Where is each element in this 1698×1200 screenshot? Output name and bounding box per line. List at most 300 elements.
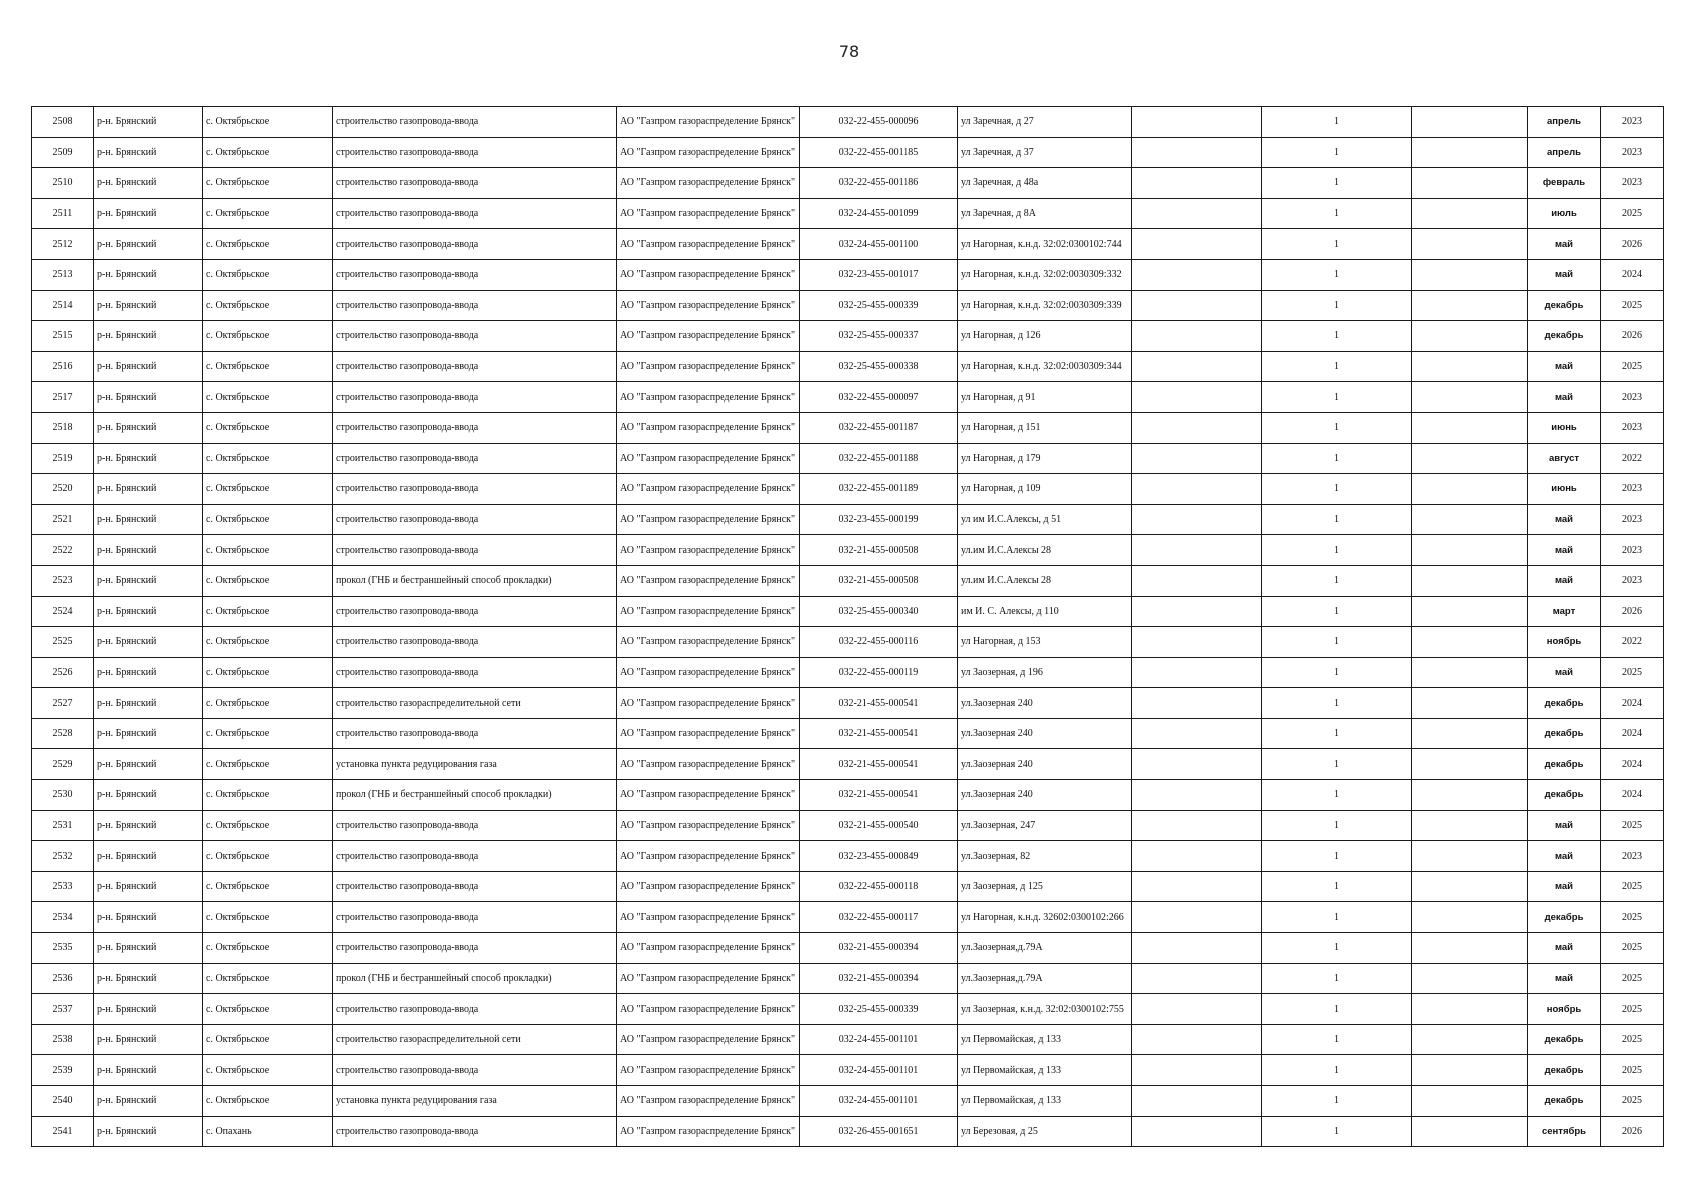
district-cell: р-н. Брянский (94, 688, 203, 719)
settlement-cell: с. Октябрьское (203, 1086, 333, 1117)
district-cell: р-н. Брянский (94, 841, 203, 872)
month-cell: февраль (1528, 168, 1601, 199)
empty-cell (1412, 535, 1528, 566)
empty-cell (1132, 412, 1262, 443)
quantity-cell: 1 (1262, 1116, 1412, 1147)
registry-code-cell: 032-24-455-001100 (800, 229, 958, 260)
row-number-cell: 2536 (32, 963, 94, 994)
table-row (32, 1086, 1664, 1117)
empty-cell (1132, 841, 1262, 872)
year-cell: 2025 (1601, 290, 1664, 321)
table-row (32, 627, 1664, 658)
address-cell: ул Нагорная, к.н.д. 32:02:0300102:744 (958, 229, 1132, 260)
quantity-cell: 1 (1262, 321, 1412, 352)
empty-cell (1412, 351, 1528, 382)
year-cell: 2024 (1601, 780, 1664, 811)
district-cell: р-н. Брянский (94, 1024, 203, 1055)
registry-code-cell: 032-23-455-000849 (800, 841, 958, 872)
month-cell: май (1528, 933, 1601, 964)
organization-cell: АО "Газпром газораспределение Брянск" (617, 810, 800, 841)
month-cell: май (1528, 657, 1601, 688)
year-cell: 2026 (1601, 229, 1664, 260)
settlement-cell: с. Октябрьское (203, 565, 333, 596)
work-type-cell: строительство газопровода-ввода (333, 902, 617, 933)
quantity-cell: 1 (1262, 963, 1412, 994)
work-type-cell: строительство газораспределительной сети (333, 1024, 617, 1055)
organization-cell: АО "Газпром газораспределение Брянск" (617, 596, 800, 627)
row-number-cell: 2529 (32, 749, 94, 780)
work-type-cell: строительство газопровода-ввода (333, 535, 617, 566)
work-type-cell: строительство газопровода-ввода (333, 718, 617, 749)
district-cell: р-н. Брянский (94, 994, 203, 1025)
district-cell: р-н. Брянский (94, 871, 203, 902)
quantity-cell: 1 (1262, 994, 1412, 1025)
empty-cell (1132, 780, 1262, 811)
district-cell: р-н. Брянский (94, 351, 203, 382)
work-type-cell: строительство газопровода-ввода (333, 198, 617, 229)
year-cell: 2024 (1601, 749, 1664, 780)
organization-cell: АО "Газпром газораспределение Брянск" (617, 474, 800, 505)
settlement-cell: с. Октябрьское (203, 841, 333, 872)
year-cell: 2025 (1601, 1086, 1664, 1117)
address-cell: ул Нагорная, д 109 (958, 474, 1132, 505)
quantity-cell: 1 (1262, 871, 1412, 902)
settlement-cell: с. Октябрьское (203, 107, 333, 138)
empty-cell (1412, 474, 1528, 505)
month-cell: май (1528, 565, 1601, 596)
year-cell: 2025 (1601, 810, 1664, 841)
month-cell: май (1528, 841, 1601, 872)
row-number-cell: 2521 (32, 504, 94, 535)
organization-cell: АО "Газпром газораспределение Брянск" (617, 168, 800, 199)
organization-cell: АО "Газпром газораспределение Брянск" (617, 565, 800, 596)
month-cell: май (1528, 504, 1601, 535)
settlement-cell: с. Октябрьское (203, 412, 333, 443)
row-number-cell: 2541 (32, 1116, 94, 1147)
work-type-cell: прокол (ГНБ и бестраншейный способ прокладки) (333, 963, 617, 994)
organization-cell: АО "Газпром газораспределение Брянск" (617, 504, 800, 535)
settlement-cell: с. Октябрьское (203, 688, 333, 719)
row-number-cell: 2517 (32, 382, 94, 413)
registry-code-cell: 032-25-455-000339 (800, 994, 958, 1025)
table-row (32, 657, 1664, 688)
row-number-cell: 2532 (32, 841, 94, 872)
quantity-cell: 1 (1262, 810, 1412, 841)
address-cell: ул.им И.С.Алексы 28 (958, 565, 1132, 596)
organization-cell: АО "Газпром газораспределение Брянск" (617, 718, 800, 749)
page-number: 78 (838, 42, 860, 61)
table-row (32, 168, 1664, 199)
organization-cell: АО "Газпром газораспределение Брянск" (617, 657, 800, 688)
row-number-cell: 2515 (32, 321, 94, 352)
registry-code-cell: 032-22-455-000118 (800, 871, 958, 902)
address-cell: ул Заозерная, к.н.д. 32:02:0300102:755 (958, 994, 1132, 1025)
quantity-cell: 1 (1262, 504, 1412, 535)
address-cell: ул Нагорная, к.н.д. 32602:0300102:266 (958, 902, 1132, 933)
address-cell: ул.Заозерная, 82 (958, 841, 1132, 872)
empty-cell (1132, 994, 1262, 1025)
row-number-cell: 2509 (32, 137, 94, 168)
empty-cell (1132, 137, 1262, 168)
empty-cell (1412, 994, 1528, 1025)
settlement-cell: с. Октябрьское (203, 168, 333, 199)
settlement-cell: с. Октябрьское (203, 504, 333, 535)
month-cell: август (1528, 443, 1601, 474)
year-cell: 2023 (1601, 535, 1664, 566)
month-cell: май (1528, 259, 1601, 290)
registry-code-cell: 032-21-455-000541 (800, 749, 958, 780)
work-type-cell: прокол (ГНБ и бестраншейный способ прокладки) (333, 565, 617, 596)
empty-cell (1412, 137, 1528, 168)
empty-cell (1132, 749, 1262, 780)
quantity-cell: 1 (1262, 137, 1412, 168)
quantity-cell: 1 (1262, 657, 1412, 688)
quantity-cell: 1 (1262, 168, 1412, 199)
quantity-cell: 1 (1262, 351, 1412, 382)
district-cell: р-н. Брянский (94, 535, 203, 566)
quantity-cell: 1 (1262, 627, 1412, 658)
empty-cell (1132, 321, 1262, 352)
settlement-cell: с. Октябрьское (203, 229, 333, 260)
empty-cell (1132, 474, 1262, 505)
table-row (32, 688, 1664, 719)
table-row (32, 137, 1664, 168)
settlement-cell: с. Октябрьское (203, 994, 333, 1025)
table-row (32, 474, 1664, 505)
registry-code-cell: 032-22-455-000117 (800, 902, 958, 933)
work-type-cell: строительство газопровода-ввода (333, 229, 617, 260)
registry-code-cell: 032-23-455-000199 (800, 504, 958, 535)
address-cell: ул Нагорная, д 151 (958, 412, 1132, 443)
registry-code-cell: 032-22-455-001189 (800, 474, 958, 505)
registry-code-cell: 032-21-455-000394 (800, 933, 958, 964)
settlement-cell: с. Октябрьское (203, 810, 333, 841)
settlement-cell: с. Октябрьское (203, 290, 333, 321)
district-cell: р-н. Брянский (94, 565, 203, 596)
registry-code-cell: 032-24-455-001099 (800, 198, 958, 229)
month-cell: декабрь (1528, 718, 1601, 749)
table-row (32, 229, 1664, 260)
empty-cell (1412, 107, 1528, 138)
empty-cell (1412, 565, 1528, 596)
district-cell: р-н. Брянский (94, 168, 203, 199)
settlement-cell: с. Октябрьское (203, 382, 333, 413)
gas-works-table (31, 106, 1664, 1147)
address-cell: ул Заречная, д 48а (958, 168, 1132, 199)
quantity-cell: 1 (1262, 596, 1412, 627)
district-cell: р-н. Брянский (94, 718, 203, 749)
registry-code-cell: 032-21-455-000508 (800, 565, 958, 596)
empty-cell (1412, 627, 1528, 658)
year-cell: 2023 (1601, 565, 1664, 596)
empty-cell (1132, 657, 1262, 688)
empty-cell (1412, 657, 1528, 688)
empty-cell (1132, 718, 1262, 749)
row-number-cell: 2527 (32, 688, 94, 719)
row-number-cell: 2523 (32, 565, 94, 596)
empty-cell (1132, 290, 1262, 321)
organization-cell: АО "Газпром газораспределение Брянск" (617, 1086, 800, 1117)
address-cell: ул Первомайская, д 133 (958, 1024, 1132, 1055)
empty-cell (1132, 443, 1262, 474)
settlement-cell: с. Октябрьское (203, 933, 333, 964)
district-cell: р-н. Брянский (94, 780, 203, 811)
row-number-cell: 2514 (32, 290, 94, 321)
row-number-cell: 2511 (32, 198, 94, 229)
row-number-cell: 2540 (32, 1086, 94, 1117)
empty-cell (1132, 596, 1262, 627)
organization-cell: АО "Газпром газораспределение Брянск" (617, 627, 800, 658)
quantity-cell: 1 (1262, 474, 1412, 505)
address-cell: ул.Заозерная 240 (958, 749, 1132, 780)
quantity-cell: 1 (1262, 290, 1412, 321)
row-number-cell: 2533 (32, 871, 94, 902)
district-cell: р-н. Брянский (94, 443, 203, 474)
year-cell: 2026 (1601, 596, 1664, 627)
settlement-cell: с. Октябрьское (203, 749, 333, 780)
work-type-cell: строительство газопровода-ввода (333, 657, 617, 688)
district-cell: р-н. Брянский (94, 1055, 203, 1086)
row-number-cell: 2522 (32, 535, 94, 566)
registry-code-cell: 032-22-455-000116 (800, 627, 958, 658)
organization-cell: АО "Газпром газораспределение Брянск" (617, 749, 800, 780)
work-type-cell: строительство газопровода-ввода (333, 443, 617, 474)
empty-cell (1412, 810, 1528, 841)
empty-cell (1412, 290, 1528, 321)
address-cell: ул Заречная, д 8А (958, 198, 1132, 229)
settlement-cell: с. Октябрьское (203, 198, 333, 229)
quantity-cell: 1 (1262, 107, 1412, 138)
year-cell: 2025 (1601, 963, 1664, 994)
settlement-cell: с. Октябрьское (203, 627, 333, 658)
organization-cell: АО "Газпром газораспределение Брянск" (617, 259, 800, 290)
settlement-cell: с. Октябрьское (203, 963, 333, 994)
address-cell: ул им И.С.Алексы, д 51 (958, 504, 1132, 535)
district-cell: р-н. Брянский (94, 504, 203, 535)
settlement-cell: с. Октябрьское (203, 1024, 333, 1055)
address-cell: ул Нагорная, д 126 (958, 321, 1132, 352)
address-cell: ул Нагорная, д 153 (958, 627, 1132, 658)
month-cell: декабрь (1528, 290, 1601, 321)
organization-cell: АО "Газпром газораспределение Брянск" (617, 1116, 800, 1147)
organization-cell: АО "Газпром газораспределение Брянск" (617, 1024, 800, 1055)
work-type-cell: установка пункта редуцирования газа (333, 749, 617, 780)
quantity-cell: 1 (1262, 229, 1412, 260)
year-cell: 2023 (1601, 504, 1664, 535)
empty-cell (1412, 321, 1528, 352)
empty-cell (1132, 565, 1262, 596)
empty-cell (1132, 351, 1262, 382)
work-type-cell: строительство газопровода-ввода (333, 474, 617, 505)
empty-cell (1132, 198, 1262, 229)
work-type-cell: строительство газопровода-ввода (333, 259, 617, 290)
district-cell: р-н. Брянский (94, 290, 203, 321)
month-cell: май (1528, 963, 1601, 994)
settlement-cell: с. Октябрьское (203, 657, 333, 688)
year-cell: 2024 (1601, 718, 1664, 749)
row-number-cell: 2513 (32, 259, 94, 290)
month-cell: март (1528, 596, 1601, 627)
empty-cell (1132, 1024, 1262, 1055)
table-body (32, 107, 1664, 1147)
empty-cell (1132, 1116, 1262, 1147)
empty-cell (1412, 596, 1528, 627)
month-cell: апрель (1528, 107, 1601, 138)
registry-code-cell: 032-21-455-000541 (800, 688, 958, 719)
empty-cell (1132, 1055, 1262, 1086)
address-cell: ул Первомайская, д 133 (958, 1055, 1132, 1086)
empty-cell (1132, 933, 1262, 964)
year-cell: 2022 (1601, 443, 1664, 474)
district-cell: р-н. Брянский (94, 657, 203, 688)
work-type-cell: строительство газопровода-ввода (333, 290, 617, 321)
month-cell: май (1528, 351, 1601, 382)
table-row (32, 994, 1664, 1025)
empty-cell (1132, 1086, 1262, 1117)
quantity-cell: 1 (1262, 749, 1412, 780)
empty-cell (1412, 198, 1528, 229)
district-cell: р-н. Брянский (94, 810, 203, 841)
registry-code-cell: 032-24-455-001101 (800, 1055, 958, 1086)
registry-code-cell: 032-24-455-001101 (800, 1086, 958, 1117)
year-cell: 2025 (1601, 902, 1664, 933)
address-cell: ул Заозерная, д 125 (958, 871, 1132, 902)
empty-cell (1412, 871, 1528, 902)
row-number-cell: 2525 (32, 627, 94, 658)
quantity-cell: 1 (1262, 198, 1412, 229)
registry-code-cell: 032-22-455-001188 (800, 443, 958, 474)
district-cell: р-н. Брянский (94, 259, 203, 290)
year-cell: 2025 (1601, 1024, 1664, 1055)
work-type-cell: строительство газопровода-ввода (333, 137, 617, 168)
year-cell: 2025 (1601, 657, 1664, 688)
empty-cell (1132, 168, 1262, 199)
table-row (32, 963, 1664, 994)
registry-code-cell: 032-21-455-000540 (800, 810, 958, 841)
empty-cell (1132, 902, 1262, 933)
registry-code-cell: 032-25-455-000338 (800, 351, 958, 382)
organization-cell: АО "Газпром газораспределение Брянск" (617, 229, 800, 260)
quantity-cell: 1 (1262, 780, 1412, 811)
month-cell: декабрь (1528, 688, 1601, 719)
year-cell: 2023 (1601, 168, 1664, 199)
quantity-cell: 1 (1262, 382, 1412, 413)
settlement-cell: с. Октябрьское (203, 718, 333, 749)
row-number-cell: 2510 (32, 168, 94, 199)
empty-cell (1132, 382, 1262, 413)
row-number-cell: 2524 (32, 596, 94, 627)
month-cell: апрель (1528, 137, 1601, 168)
empty-cell (1412, 749, 1528, 780)
quantity-cell: 1 (1262, 718, 1412, 749)
row-number-cell: 2537 (32, 994, 94, 1025)
year-cell: 2023 (1601, 137, 1664, 168)
organization-cell: АО "Газпром газораспределение Брянск" (617, 871, 800, 902)
organization-cell: АО "Газпром газораспределение Брянск" (617, 933, 800, 964)
registry-code-cell: 032-24-455-001101 (800, 1024, 958, 1055)
empty-cell (1412, 718, 1528, 749)
registry-code-cell: 032-22-455-000097 (800, 382, 958, 413)
year-cell: 2025 (1601, 871, 1664, 902)
address-cell: ул Заречная, д 37 (958, 137, 1132, 168)
empty-cell (1412, 1024, 1528, 1055)
address-cell: ул.Заозерная 240 (958, 718, 1132, 749)
row-number-cell: 2534 (32, 902, 94, 933)
row-number-cell: 2539 (32, 1055, 94, 1086)
registry-code-cell: 032-26-455-001651 (800, 1116, 958, 1147)
year-cell: 2025 (1601, 351, 1664, 382)
organization-cell: АО "Газпром газораспределение Брянск" (617, 198, 800, 229)
district-cell: р-н. Брянский (94, 902, 203, 933)
registry-code-cell: 032-22-455-001186 (800, 168, 958, 199)
table-row (32, 198, 1664, 229)
table-row (32, 107, 1664, 138)
row-number-cell: 2531 (32, 810, 94, 841)
address-cell: ул.им И.С.Алексы 28 (958, 535, 1132, 566)
table-row (32, 871, 1664, 902)
registry-code-cell: 032-22-455-001187 (800, 412, 958, 443)
table-row (32, 718, 1664, 749)
work-type-cell: строительство газопровода-ввода (333, 412, 617, 443)
organization-cell: АО "Газпром газораспределение Брянск" (617, 1055, 800, 1086)
work-type-cell: строительство газопровода-ввода (333, 627, 617, 658)
row-number-cell: 2518 (32, 412, 94, 443)
quantity-cell: 1 (1262, 933, 1412, 964)
address-cell: им И. С. Алексы, д 110 (958, 596, 1132, 627)
month-cell: декабрь (1528, 1024, 1601, 1055)
empty-cell (1412, 168, 1528, 199)
registry-code-cell: 032-21-455-000508 (800, 535, 958, 566)
address-cell: ул Березовая, д 25 (958, 1116, 1132, 1147)
organization-cell: АО "Газпром газораспределение Брянск" (617, 841, 800, 872)
year-cell: 2023 (1601, 474, 1664, 505)
work-type-cell: строительство газопровода-ввода (333, 810, 617, 841)
table-row (32, 1024, 1664, 1055)
month-cell: ноябрь (1528, 994, 1601, 1025)
row-number-cell: 2520 (32, 474, 94, 505)
registry-code-cell: 032-21-455-000394 (800, 963, 958, 994)
organization-cell: АО "Газпром газораспределение Брянск" (617, 107, 800, 138)
empty-cell (1132, 504, 1262, 535)
work-type-cell: строительство газопровода-ввода (333, 596, 617, 627)
year-cell: 2024 (1601, 259, 1664, 290)
row-number-cell: 2508 (32, 107, 94, 138)
address-cell: ул Заречная, д 27 (958, 107, 1132, 138)
year-cell: 2023 (1601, 412, 1664, 443)
district-cell: р-н. Брянский (94, 933, 203, 964)
year-cell: 2026 (1601, 321, 1664, 352)
registry-code-cell: 032-22-455-000096 (800, 107, 958, 138)
registry-code-cell: 032-25-455-000337 (800, 321, 958, 352)
empty-cell (1132, 810, 1262, 841)
organization-cell: АО "Газпром газораспределение Брянск" (617, 351, 800, 382)
settlement-cell: с. Октябрьское (203, 321, 333, 352)
quantity-cell: 1 (1262, 1055, 1412, 1086)
settlement-cell: с. Октябрьское (203, 351, 333, 382)
table-row (32, 1116, 1664, 1147)
month-cell: ноябрь (1528, 627, 1601, 658)
table-row (32, 933, 1664, 964)
district-cell: р-н. Брянский (94, 963, 203, 994)
empty-cell (1412, 412, 1528, 443)
work-type-cell: строительство газопровода-ввода (333, 933, 617, 964)
month-cell: декабрь (1528, 321, 1601, 352)
empty-cell (1132, 535, 1262, 566)
month-cell: май (1528, 810, 1601, 841)
address-cell: ул Нагорная, д 179 (958, 443, 1132, 474)
row-number-cell: 2535 (32, 933, 94, 964)
district-cell: р-н. Брянский (94, 596, 203, 627)
